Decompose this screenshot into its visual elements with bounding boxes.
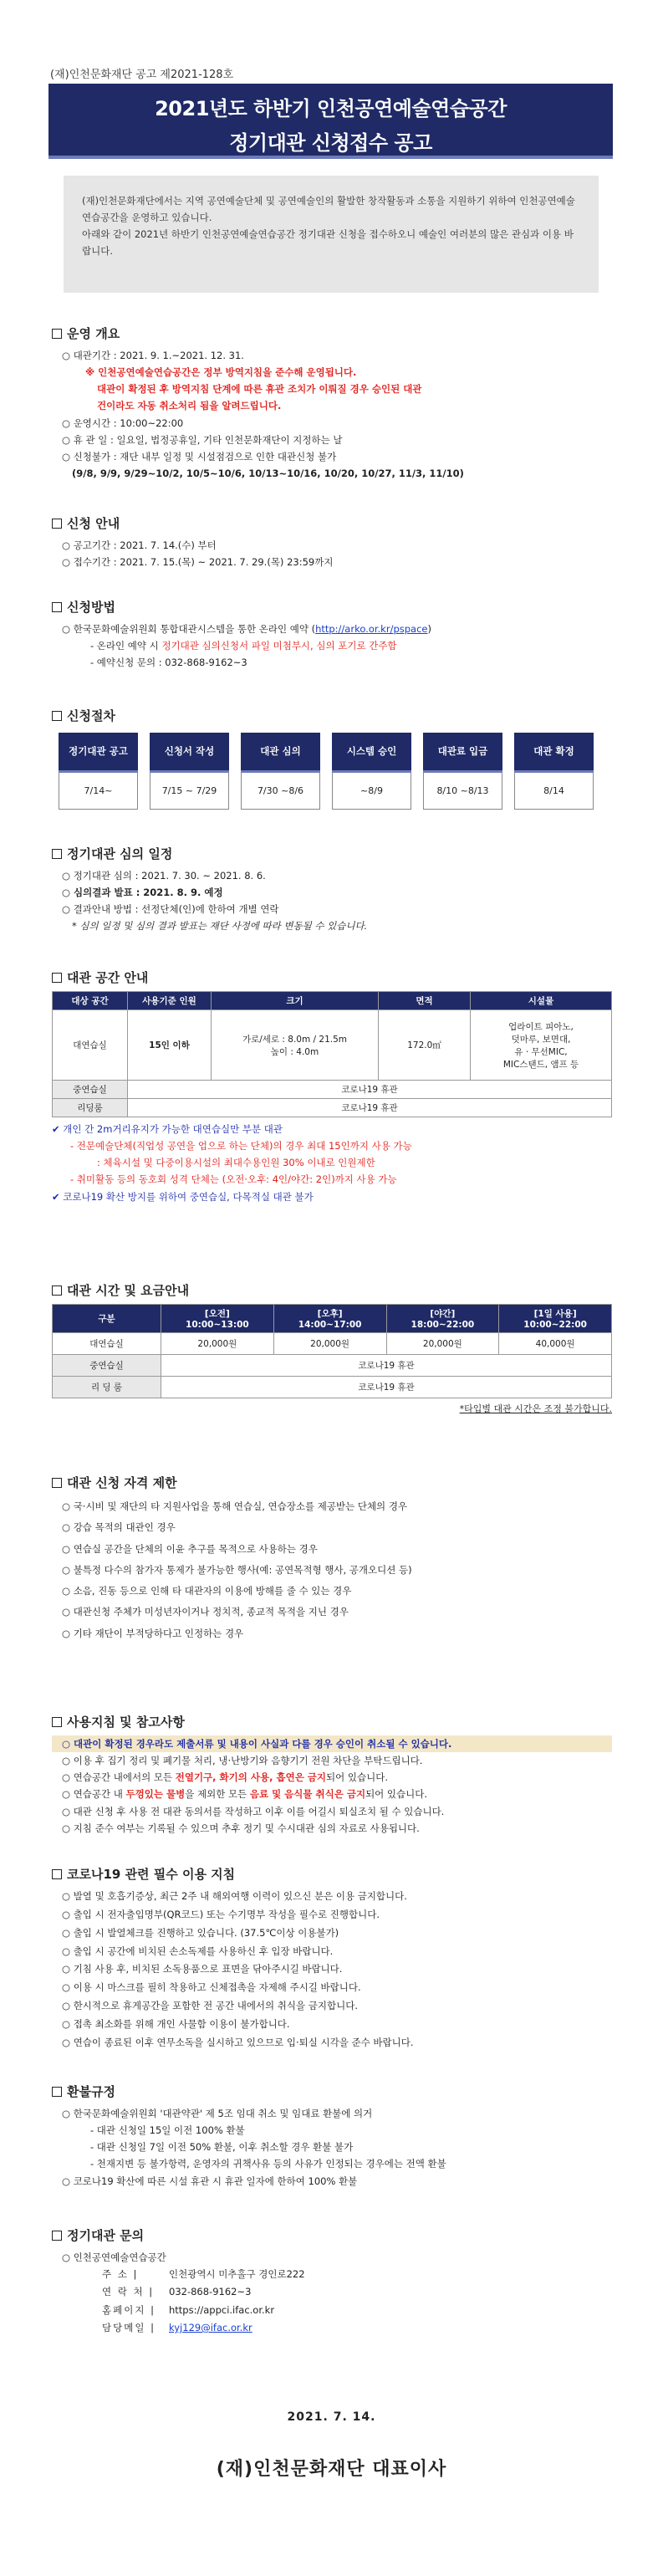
hours-line: ○ 운영시간 : 10:00~22:00 bbox=[62, 417, 184, 429]
space-table: 대상 공간 사용기준 인원 크기 면적 시설물 대연습실 15인 이하 가로/세로 : 8.0m / 21.5m 높이 : 4.0m 172.0㎡ 업라이트 피아노, 덧마루, 보면대, 유 · 무선MIC, MIC스탠드, 앰프 등 중연습실 코로나19 휴관 리딩룸 코로나19 휴관 bbox=[52, 991, 612, 1117]
process-steps bbox=[52, 733, 612, 810]
list-item: ○ 출입 시 발열체크를 진행하고 있습니다. (37.5℃이상 이용불가) bbox=[62, 1926, 339, 1939]
review-line-2: ○ 심의결과 발표 : 2021. 8. 9. 예정 bbox=[62, 887, 223, 899]
intro-box bbox=[64, 176, 599, 293]
space-note-3: : 체육시설 및 다중이용시설의 최대수용인원 30% 이내로 인원제한 bbox=[97, 1157, 375, 1169]
process-step: 정기대관 공고 7/14~ bbox=[59, 733, 138, 810]
section-heading: 신청 안내 bbox=[52, 514, 612, 532]
space-note-5: ✔ 코로나19 확산 방지를 위하여 중연습실, 다목적실 대관 불가 bbox=[52, 1190, 314, 1203]
table-row: 중연습실 코로나19 휴관 bbox=[53, 1081, 612, 1099]
checkbox-square-icon bbox=[52, 519, 62, 529]
list-item: ○ 강습 목적의 대관인 경우 bbox=[62, 1521, 176, 1534]
table-row: 중연습실 코로나19 휴관 bbox=[53, 1355, 612, 1377]
review-line-3: ○ 결과안내 방법 : 선정단체(인)에 한하여 개별 연락 bbox=[62, 903, 279, 916]
section-contact bbox=[52, 2226, 612, 2337]
contact-row: 연 락 처 | 032-868-9162~3 bbox=[102, 2286, 252, 2298]
guideline-2: ○ 이용 후 집기 정리 및 폐기물 처리, 냉·난방기와 음향기기 전원 차단을 부탁드립니다. bbox=[62, 1755, 423, 1767]
notice-date: 2021. 7. 14. bbox=[287, 2410, 376, 2424]
contact-org: ○ 인천공연예술연습공간 bbox=[62, 2251, 166, 2263]
method-line-1: ○ 한국문화예술위원회 통합대관시스템을 통한 온라인 예약 (http://arko.or.kr/pspace) bbox=[62, 623, 431, 635]
notice-number: (재)인천문화재단 공고 제2021-128호 bbox=[50, 69, 234, 81]
email-link[interactable]: kyj129@ifac.or.kr bbox=[169, 2321, 252, 2333]
guideline-1: ○ 대관이 확정된 경우라도 제출서류 및 내용이 사실과 다를 경우 승인이 취소될 수 있습니다. bbox=[52, 1735, 612, 1752]
section-heading: 신청절차 bbox=[52, 707, 612, 724]
section-heading: 신청방법 bbox=[52, 598, 612, 616]
process-step: 신청서 작성 7/15 ~ 7/29 bbox=[150, 733, 229, 810]
list-item: ○ 발열 및 호흡기증상, 최근 2주 내 해외여행 이력이 있으신 분은 이용 금지합니다. bbox=[62, 1890, 407, 1902]
section-space bbox=[52, 969, 612, 1205]
checkbox-square-icon bbox=[52, 1478, 62, 1488]
refund-line-2: - 대관 신청일 15일 이전 100% 환불 bbox=[90, 2124, 245, 2137]
list-item: ○ 이용 시 마스크를 필히 착용하고 신체접촉을 자제해 주시길 바랍니다. bbox=[62, 1981, 361, 1994]
section-application bbox=[52, 514, 612, 570]
section-heading: 대관 공간 안내 bbox=[52, 969, 612, 986]
list-item: ○ 대관신청 주체가 미성년자이거나 정치적, 종교적 목적을 지닌 경우 bbox=[62, 1606, 349, 1618]
method-line-2: - 온라인 예약 시 정기대관 심의신청서 파일 미첨부시, 심의 포기로 간주함 bbox=[90, 640, 397, 652]
section-guidelines bbox=[52, 1713, 612, 1837]
checkbox-square-icon bbox=[52, 1285, 62, 1296]
guideline-5: ○ 대관 신청 후 사용 전 대관 동의서를 작성하고 이후 이를 어길시 퇴실조치 될 수 있습니다. bbox=[62, 1805, 445, 1817]
table-row: 대연습실 20,000원 20,000원 20,000원 40,000원 bbox=[53, 1333, 612, 1355]
checkbox-square-icon bbox=[52, 849, 62, 859]
checkbox-square-icon bbox=[52, 2231, 62, 2241]
list-item: ○ 연습실 공간을 단체의 이윤 추구를 목적으로 사용하는 경우 bbox=[62, 1542, 318, 1555]
checkbox-square-icon bbox=[52, 602, 62, 612]
list-item: ○ 기침 사용 후, 비치된 소독용품으로 표면을 닦아주시길 바랍니다. bbox=[62, 1963, 343, 1975]
list-item: ○ 불특정 다수의 참가자 통제가 불가능한 행사(예: 공연목적형 행사, 공개오디션 등) bbox=[62, 1563, 412, 1576]
process-step: 시스템 승인 ~8/9 bbox=[332, 733, 411, 810]
checkbox-square-icon bbox=[52, 711, 62, 721]
period-line: ○ 대관기간 : 2021. 9. 1.~2021. 12. 31. bbox=[62, 350, 244, 361]
section-review bbox=[52, 845, 612, 935]
section-heading: 대관 시간 및 요금안내 bbox=[52, 1281, 612, 1299]
signature-line: (재)인천문화재단 대표이사 bbox=[216, 2459, 447, 2480]
section-heading: 환불규정 bbox=[52, 2083, 612, 2100]
section-process bbox=[52, 707, 612, 810]
section-operation bbox=[52, 325, 612, 482]
section-heading: 대관 신청 자격 제한 bbox=[52, 1474, 612, 1491]
process-step: 대관 심의 7/30 ~8/6 bbox=[241, 733, 320, 810]
table-row: 리 딩 룸 코로나19 휴관 bbox=[53, 1377, 612, 1398]
closed-line: ○ 휴 관 일 : 일요일, 법정공휴일, 기타 인천문화재단이 지정하는 날 bbox=[62, 433, 343, 446]
section-heading: 코로나19 관련 필수 이용 지침 bbox=[52, 1865, 612, 1883]
space-note-2: - 전문예술단체(직업성 공연을 업으로 하는 단체)의 경우 최대 15인까지 사용 가능 bbox=[70, 1140, 412, 1153]
guideline-4: ○ 연습공간 내 두껑있는 물병을 제외한 모든 음료 및 음식물 취식은 금지되어 있습니다. bbox=[62, 1788, 428, 1801]
fee-table: 구분 [오전] 10:00~13:00 [오후] 14:00~17:00 [야간] 18:00~22:00 [1일 사용] 10:00~22:00 대연습실 20,000원 20,000원 20,000원 40,000원 중연습실 코로나19 휴관 리 딩 룸 코로나19 휴관 bbox=[52, 1304, 612, 1398]
refund-line-4: - 천재지변 등 불가항력, 운영자의 귀책사유 등의 사유가 인정되는 경우에는 전액 환불 bbox=[90, 2158, 446, 2170]
table-row: 대연습실 15인 이하 가로/세로 : 8.0m / 21.5m 높이 : 4.0m 172.0㎡ 업라이트 피아노, 덧마루, 보면대, 유 · 무선MIC, MIC스탠드, 앰프 등 bbox=[53, 1010, 612, 1081]
receipt-period: ○ 접수기간 : 2021. 7. 15.(목) ~ 2021. 7. 29.(목) 23:59까지 bbox=[62, 556, 334, 569]
table-row: 리딩룸 코로나19 휴관 bbox=[53, 1099, 612, 1117]
refund-line-1: ○ 한국문화예술위원회 '대관약관' 제 5조 임대 취소 및 임대료 환불에 의거 bbox=[62, 2108, 373, 2119]
section-heading: 정기대관 문의 bbox=[52, 2226, 612, 2244]
refund-line-3: - 대관 신청일 7일 이전 50% 환불, 이후 취소할 경우 환불 불가 bbox=[90, 2141, 354, 2154]
section-heading: 정기대관 심의 일정 bbox=[52, 845, 612, 862]
contact-row: 홈페이지 | https://appci.ifac.or.kr bbox=[52, 2302, 612, 2319]
checkbox-square-icon bbox=[52, 1717, 62, 1727]
process-step: 대관료 입금 8/10 ~8/13 bbox=[423, 733, 502, 810]
refund-line-5: ○ 코로나19 확산에 따른 시설 휴관 시 휴관 일자에 한하여 100% 환불 bbox=[62, 2175, 358, 2187]
list-item: ○ 접촉 최소화를 위해 개인 사물함 이용이 불가합니다. bbox=[62, 2017, 290, 2030]
process-step: 대관 확정 8/14 bbox=[514, 733, 594, 810]
homepage-link[interactable]: https://appci.ifac.or.kr bbox=[169, 2303, 275, 2316]
checkbox-square-icon bbox=[52, 1869, 62, 1879]
checkbox-square-icon bbox=[52, 329, 62, 339]
section-heading: 운영 개요 bbox=[52, 325, 612, 342]
section-covid bbox=[52, 1865, 612, 2052]
fee-footnote: *타입별 대관 시간은 조정 불가합니다. bbox=[459, 1403, 612, 1414]
review-line-1: ○ 정기대관 심의 : 2021. 7. 30. ~ 2021. 8. 6. bbox=[62, 870, 266, 882]
arko-link[interactable]: http://arko.or.kr/pspace bbox=[315, 623, 428, 635]
section-restrictions bbox=[52, 1474, 612, 1644]
list-item: ○ 연습이 종료된 이후 연무소독을 실시하고 있으므로 입·퇴실 시각을 준수 바랍니다. bbox=[62, 2036, 414, 2048]
unavailable-dates: (9/8, 9/9, 9/29~10/2, 10/5~10/6, 10/13~10/16, 10/20, 10/27, 11/3, 11/10) bbox=[72, 467, 464, 479]
method-line-3: - 예약신청 문의 : 032-868-9162~3 bbox=[90, 657, 247, 669]
unavailable-line: ○ 신청불가 : 재단 내부 일정 및 시설점검으로 인한 대관신청 불가 bbox=[62, 450, 337, 463]
covid-note-2: 대관이 확정된 후 방역지침 단계에 따른 휴관 조치가 이뤄질 경우 승인된 대관 bbox=[97, 383, 422, 396]
checkbox-square-icon bbox=[52, 973, 62, 983]
list-item: ○ 출입 시 전자출입명부(QR코드) 또는 수기명부 작성을 필수로 진행합니다. bbox=[62, 1908, 380, 1920]
checkbox-square-icon bbox=[52, 2087, 62, 2097]
intro-paragraph-1: (재)인천문화재단에서는 지역 공연예술단체 및 공연예술인의 활발한 창작활동과 소통을 지원하기 위하여 인천공연예술연습공간을 운영하고 있습니다. bbox=[82, 195, 575, 224]
title-banner bbox=[48, 84, 613, 159]
list-item: ○ 소음, 진동 등으로 인해 타 대관자의 이용에 방해를 줄 수 있는 경우 bbox=[62, 1585, 352, 1597]
title-line-2: 정기대관 신청접수 공고 bbox=[229, 131, 432, 155]
section-heading: 사용지침 및 참고사항 bbox=[52, 1713, 612, 1730]
list-item: ○ 국·시비 및 재단의 타 지원사업을 통해 연습실, 연습장소를 제공받는 단체의 경우 bbox=[62, 1500, 408, 1512]
guideline-3: ○ 연습공간 내에서의 모든 전열기구, 화기의 사용, 흡연은 금지되어 있습니다. bbox=[62, 1771, 388, 1784]
contact-row: 주 소 | 인천광역시 미추홀구 경인로222 bbox=[102, 2268, 305, 2281]
guideline-6: ○ 지침 준수 여부는 기록될 수 있으며 추후 정기 및 수시대관 심의 자료로 사용됩니다. bbox=[62, 1822, 420, 1834]
notice-period: ○ 공고기간 : 2021. 7. 14.(수) 부터 bbox=[62, 539, 217, 551]
list-item: ○ 출입 시 공간에 비치된 손소독제를 사용하신 후 입장 바랍니다. bbox=[62, 1945, 334, 1957]
covid-note-3: 건이라도 자동 취소처리 됨을 알려드립니다. bbox=[97, 400, 282, 412]
intro-paragraph-2: 아래와 같이 2021년 하반기 인천공연예술연습공간 정기대관 신청을 접수하오니 예술인 여러분의 많은 관심과 이용 바랍니다. bbox=[82, 228, 574, 258]
title-line-1: 2021년도 하반기 인천공연예술연습공간 bbox=[155, 97, 507, 120]
list-item: ○ 기타 재단이 부적당하다고 인정하는 경우 bbox=[62, 1627, 244, 1639]
review-line-4: * 심의 일정 및 심의 결과 발표는 재단 사정에 따라 변동될 수 있습니다. bbox=[72, 920, 368, 933]
list-item: ○ 한시적으로 휴게공간을 포함한 전 공간 내에서의 취식을 금지합니다. bbox=[62, 2000, 358, 2012]
contact-row: 담당메일 | kyj129@ifac.or.kr bbox=[52, 2319, 612, 2337]
section-fee bbox=[52, 1281, 612, 1415]
space-note-4: - 취미활동 등의 동호회 성격 단체는 (오전·오후: 4인/야간: 2인)까지 사용 가능 bbox=[70, 1173, 397, 1186]
section-method bbox=[52, 598, 612, 671]
space-note-1: ✔ 개인 간 2m거리유지가 가능한 대연습실만 부분 대관 bbox=[52, 1123, 283, 1135]
section-refund bbox=[52, 2083, 612, 2190]
covid-note-1: ※ 인천공연예술연습공간은 정부 방역지침을 준수해 운영됩니다. bbox=[85, 366, 357, 379]
